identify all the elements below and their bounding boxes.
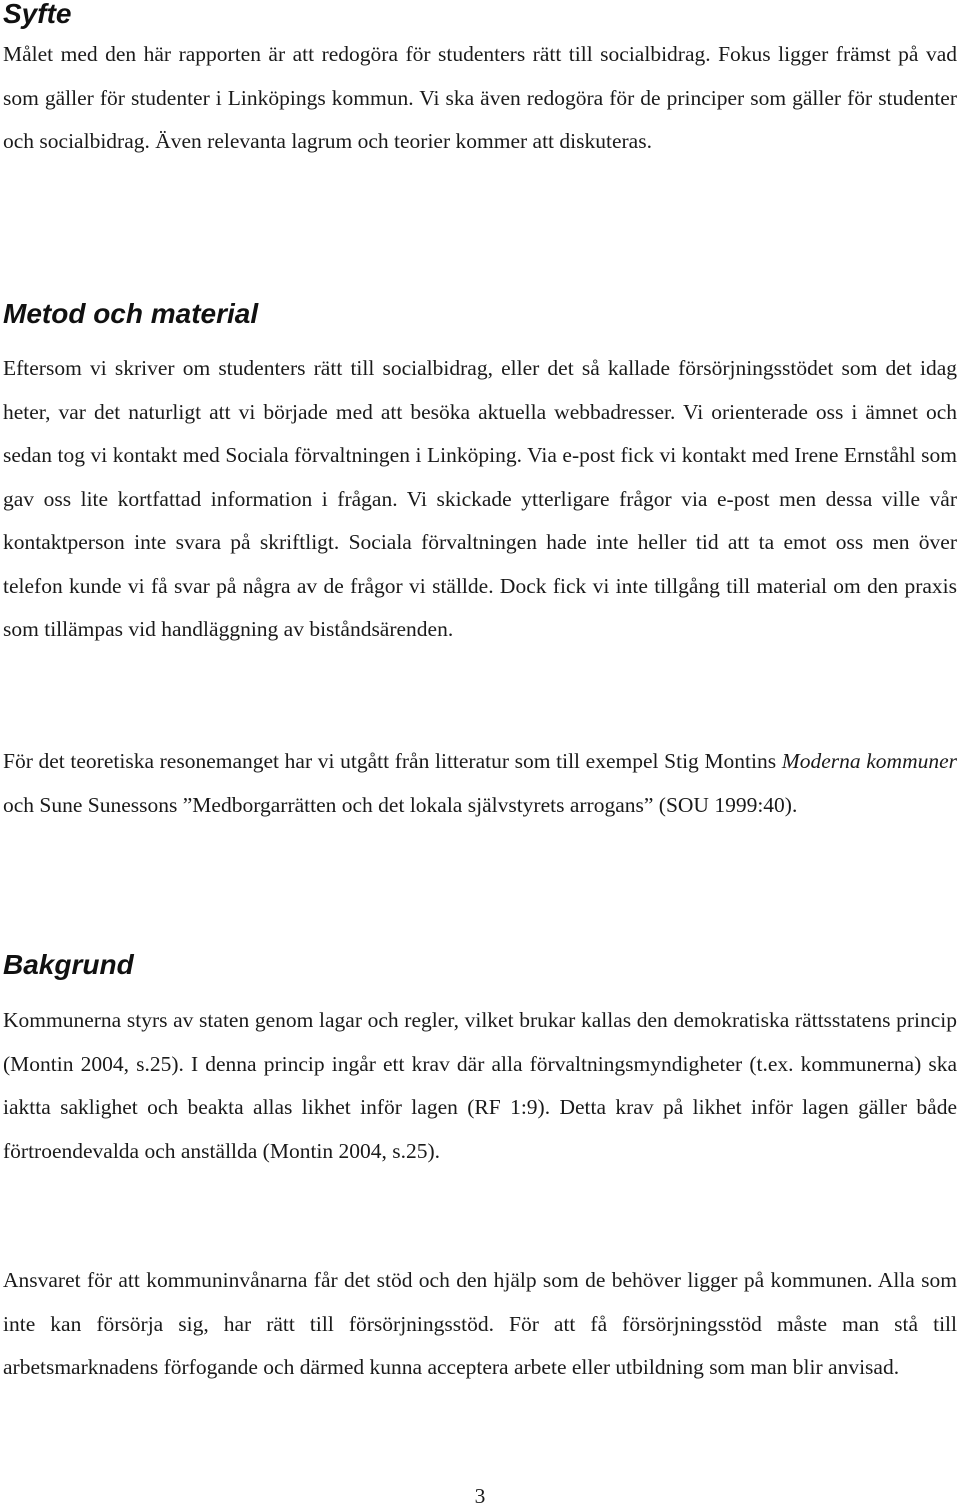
paragraph-syfte: Målet med den här rapporten är att redogöra för studenters rätt till socialbidrag. Fokus ligger främst på vad som gäller för studenter i Linköpings kommun. Vi ska även redogöra för de principer som gäller för studenter och socialbidrag. Även relevanta lagrum och teorier kommer att diskuteras. (3, 42, 957, 153)
paragraph-metod-1: Eftersom vi skriver om studenters rätt till socialbidrag, eller det så kallade försörjningsstödet som det idag heter, var det naturligt att vi började med att besöka aktuella webbadresser. Vi orienterade oss i ämnet och sedan tog vi kontakt med Sociala förvaltningen i Linköping. Via e-post fick vi kontakt med Irene Ernståhl som gav oss lite kortfattad information i frågan. Vi skickade ytterligare frågor via e-post men dessa ville vår kontaktperson inte svara på skriftligt. Sociala förvaltningen hade inte heller tid att ta emot oss men över telefon kunde vi få svar på några av de frågor vi ställde. Dock fick vi inte tillgång till material om den praxis som tillämpas vid handläggning av biståndsärenden. (3, 356, 957, 641)
section-heading-metod: Metod och material (3, 298, 259, 329)
literature-text-after: och Sune Sunessons ”Medborgarrätten och det lokala självstyrets arrogans” (SOU 1999:40). (3, 792, 798, 817)
page-number: 3 (474, 1484, 486, 1508)
section-heading-bakgrund: Bakgrund (3, 949, 134, 980)
literature-text-before: För det teoretiska resonemanget har vi utgått från litteratur som till exempel Stig Montins (3, 749, 782, 773)
section-heading-syfte: Syfte (3, 0, 72, 29)
paragraph-bakgrund-1: Kommunerna styrs av staten genom lagar och regler, vilket brukar kallas den demokratiska rättsstatens princip (Montin 2004, s.25). I denna princip ingår ett krav där alla förvaltningsmyndigheter (t.ex. kommunerna) ska iaktta saklighet och beakta allas likhet inför lagen (RF 1:9). Detta krav på likhet inför lagen gäller både förtroendevalda och anställda (Montin 2004, s.25). (3, 1008, 957, 1163)
paragraph-metod-literature (3, 740, 957, 827)
book-title: Moderna kommuner (781, 749, 957, 773)
paragraph-bakgrund-2: Ansvaret för att kommuninvånarna får det stöd och den hjälp som de behöver ligger på kommunen. Alla som inte kan försörja sig, har rätt till försörjningsstöd. För att få försörjningsstöd måste man stå till arbetsmarknadens förfogande och därmed kunna acceptera arbete eller utbildning som man blir anvisad. (3, 1268, 957, 1379)
